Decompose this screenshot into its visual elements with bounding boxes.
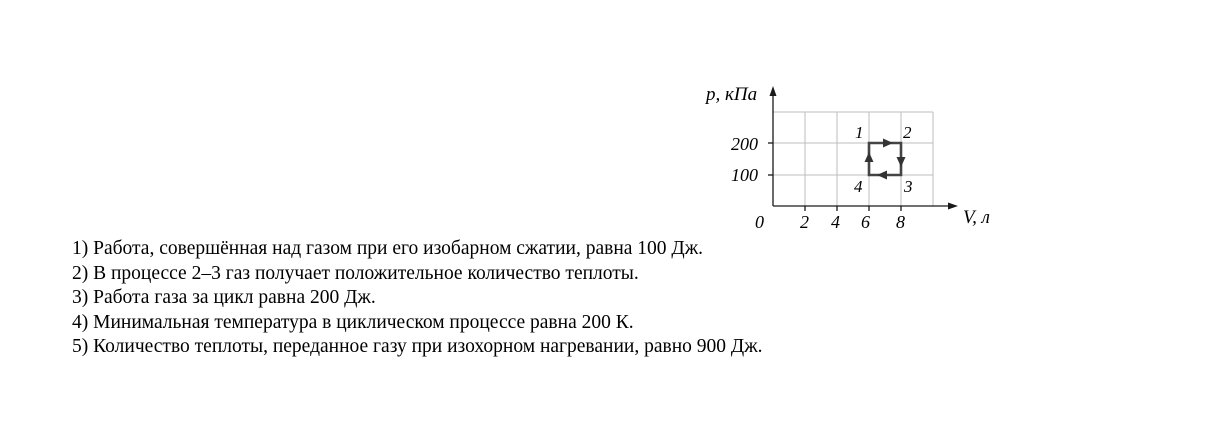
arrow-2-3 <box>897 157 906 167</box>
statement-1: 1) Работа, совершённая над газом при его изобарном сжатии, равна 100 Дж. <box>72 238 704 259</box>
direction-arrows <box>865 139 906 180</box>
arrow-1-2 <box>883 139 893 148</box>
arrow-3-4 <box>877 171 887 180</box>
statement-2: 2) В процессе 2–3 газ получает положительное количество теплоты. <box>72 262 639 284</box>
point-label-4: 4 <box>854 177 863 196</box>
y-tick-label: 200 <box>731 134 758 154</box>
tick-marks <box>768 143 901 211</box>
x-axis-arrow <box>948 203 958 210</box>
pv-diagram <box>690 78 1010 240</box>
x-tick-label: 8 <box>896 212 905 232</box>
x-tick-label: 6 <box>861 212 870 232</box>
cycle-path <box>869 143 901 175</box>
statements-list <box>72 237 763 360</box>
x-axis-label: V, л <box>963 207 990 228</box>
point-label-1: 1 <box>855 123 864 142</box>
point-label-2: 2 <box>903 123 912 142</box>
arrow-4-1 <box>865 152 874 162</box>
x-tick-label: 2 <box>800 212 809 232</box>
statement-5: 5) Количество теплоты, переданное газу при изохорном нагревании, равно 900 Дж. <box>72 336 763 357</box>
x-tick-label: 4 <box>831 212 840 232</box>
y-tick-label: 100 <box>731 165 758 185</box>
statement-3: 3) Работа газа за цикл равна 200 Дж. <box>72 287 376 308</box>
origin-label: 0 <box>755 212 764 232</box>
y-axis-arrow <box>770 86 777 96</box>
point-label-3: 3 <box>904 177 913 196</box>
statement-4: 4) Минимальная температура в циклическом процессе равна 200 К. <box>72 311 634 333</box>
y-axis-label: p, кПа <box>706 84 758 105</box>
